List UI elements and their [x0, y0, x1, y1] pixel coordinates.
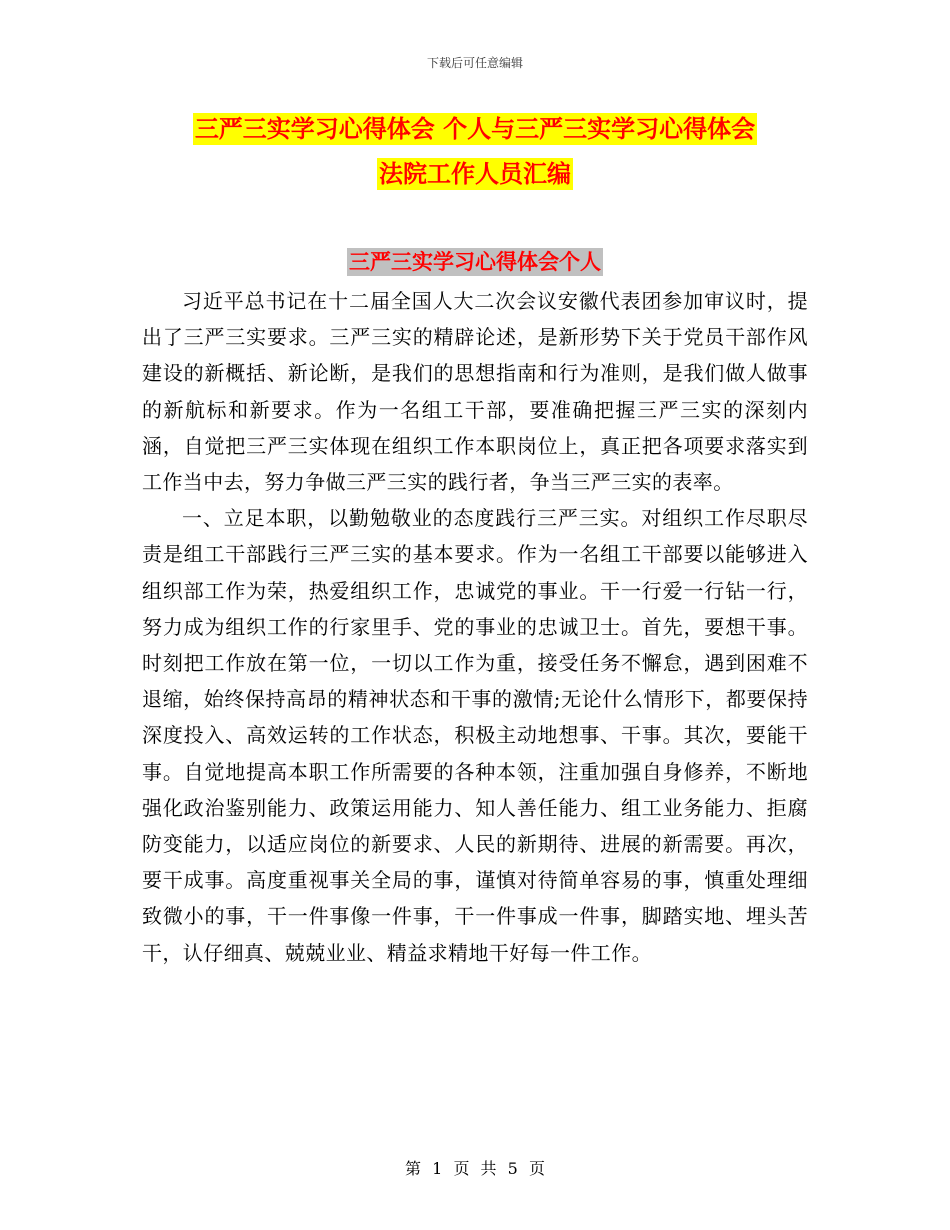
document-body — [142, 283, 808, 971]
footer-suffix: 页 — [528, 1159, 545, 1178]
title-highlight-1: 三严三实学习心得体会 个人与三严三实学习心得体会 — [194, 115, 756, 143]
document-title-line-2 — [0, 157, 950, 191]
header-note: 下载后可任意编辑 — [426, 56, 523, 70]
document-title-line-1 — [0, 112, 950, 146]
paragraph-section-1: 一、立足本职，以勤勉敬业的态度践行三严三实。对组织工作尽职尽责是组工干部践行三严三实的基本要求。作为一名组工干部要以能够进入组织部工作为荣，热爱组织工作，忠诚党的事业。干一行爱一行钻一行，努力成为组织工作的行家里手、党的事业的忠诚卫士。首先，要想干事。时刻把工作放在第一位，一切以工作为重，接受任务不懈怠，遇到困难不退缩，始终保持高昂的精神状态和干事的激情;无论什么情形下，都要保持深度投入、高效运转的工作状态，积极主动地想事、干事。其次，要能干事。自觉地提高本职工作所需要的各种本领，注重加强自身修养，不断地强化政治鉴别能力、政策运用能力、知人善任能力、组工业务能力、拒腐防变能力，以适应岗位的新要求、人民的新期待、进展的新需要。再次，要干成事。高度重视事关全局的事，谨慎对待简单容易的事，慎重处理细致微小的事，干一件事像一件事，干一件事成一件事，脚踏实地、埋头苦干，认仔细真、兢兢业业、精益求精地干好每一件工作。 — [142, 506, 808, 965]
page-footer — [0, 1156, 950, 1179]
title-highlight-2: 法院工作人员汇编 — [379, 160, 571, 188]
footer-total-pages: 5 — [507, 1159, 518, 1178]
footer-page-number: 1 — [432, 1159, 443, 1178]
section-heading-text: 三严三实学习心得体会个人 — [349, 250, 601, 274]
section-heading — [0, 247, 950, 277]
footer-total-label: 共 — [480, 1159, 497, 1178]
footer-prefix: 第 — [405, 1159, 422, 1178]
paragraph-intro: 习近平总书记在十二届全国人大二次会议安徽代表团参加审议时，提出了三严三实要求。三严三实的精辟论述，是新形势下关于党员干部作风建设的新概括、新论断，是我们的思想指南和行为准则，是我们做人做事的新航标和新要求。作为一名组工干部，要准确把握三严三实的深刻内涵，自觉把三严三实体现在组织工作本职岗位上，真正把各项要求落实到工作当中去，努力争做三严三实的践行者，争当三严三实的表率。 — [142, 289, 808, 495]
footer-page-label: 页 — [453, 1159, 470, 1178]
